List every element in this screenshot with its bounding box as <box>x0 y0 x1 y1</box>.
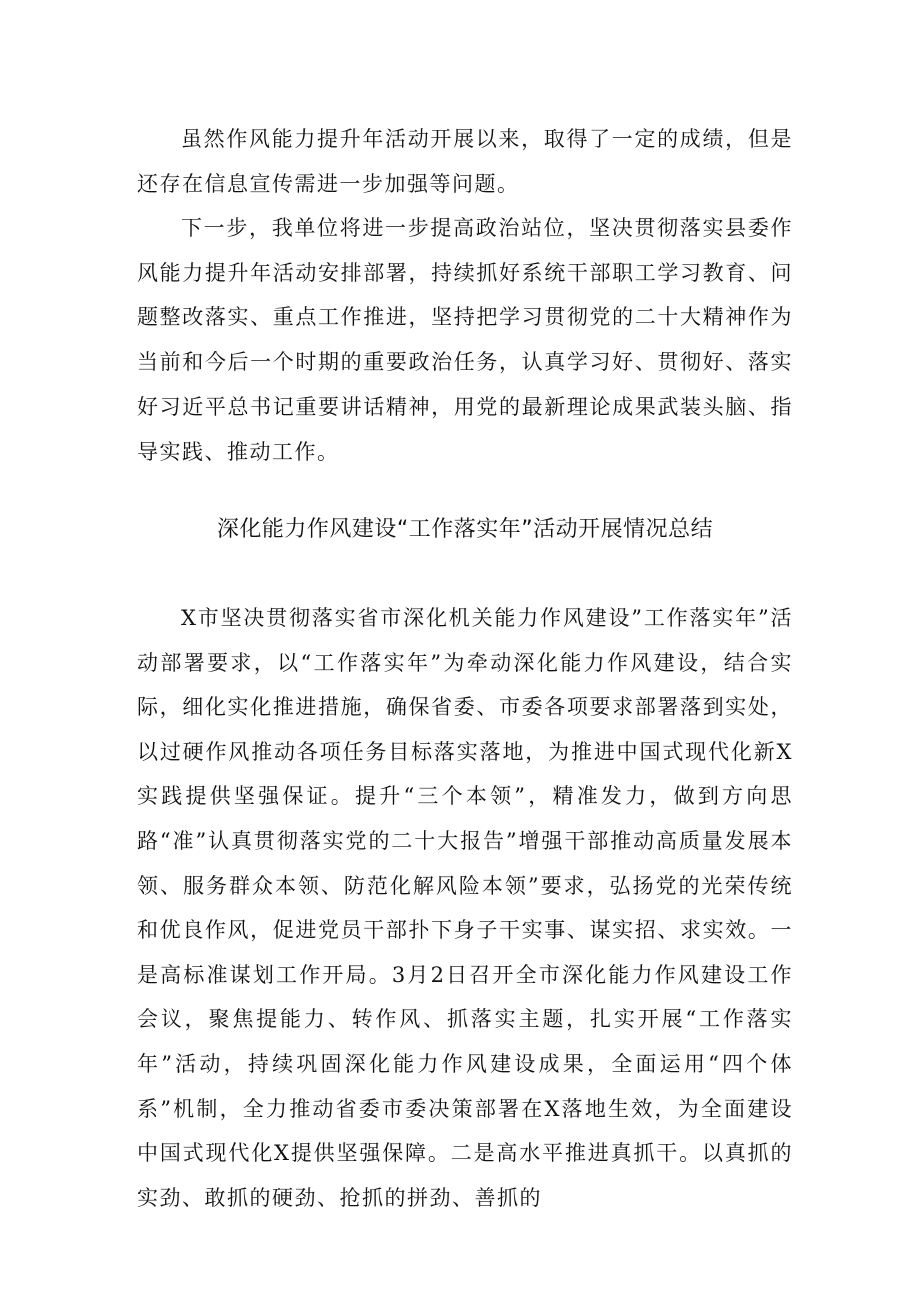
body-paragraph-3: X市坚决贯彻落实省市深化机关能力作风建设”工作落实年”活动部署要求，以“工作落实年”为牵动深化能力作风建设，结合实际，细化实化推进措施，确保省委、市委各项要求部署落到实处，以过硬作风推动各项任务目标落实落地，为推进中国式现代化新X实践提供坚强保证。提升“三个本领”，精准发力，做到方向思路“准”认真贯彻落实党的二十大报告”增强干部推动高质量发展本领、服务群众本领、防范化解风险本领”要求，弘扬党的光荣传统和优良作风，促进党员干部扑下身子干实事、谋实招、求实效。一是高标准谋划工作开局。3月2日召开全市深化能力作风建设工作会议，聚焦提能力、转作风、抓落实主题，扎实开展“工作落实年”活动，持续巩固深化能力作风建设成果，全面运用“四个体系”机制，全力推动省委市委决策部署在X落地生效，为全面建设中国式现代化X提供坚强保障。二是高水平推进真抓干。以真抓的实劲、敢抓的硬劲、抢抓的拼劲、善抓的 <box>137 606 793 1210</box>
body-paragraph-1: 虽然作风能力提升年活动开展以来，取得了一定的成绩，但是还存在信息宣传需进一步加强等问题。 <box>137 127 793 196</box>
section-title: 深化能力作风建设“工作落实年”活动开展情况总结 <box>216 517 714 542</box>
body-paragraph-2: 下一步，我单位将进一步提高政治站位，坚决贯彻落实县委作风能力提升年活动安排部署，持续抓好系统干部职工学习教育、问题整改落实、重点工作推进，坚持把学习贯彻党的二十大精神作为当前和今后一个时期的重要政治任务，认真学习好、贯彻好、落实好习近平总书记重要讲话精神，用党的最新理论成果武装头脑、指导实践、推动工作。 <box>137 216 793 464</box>
